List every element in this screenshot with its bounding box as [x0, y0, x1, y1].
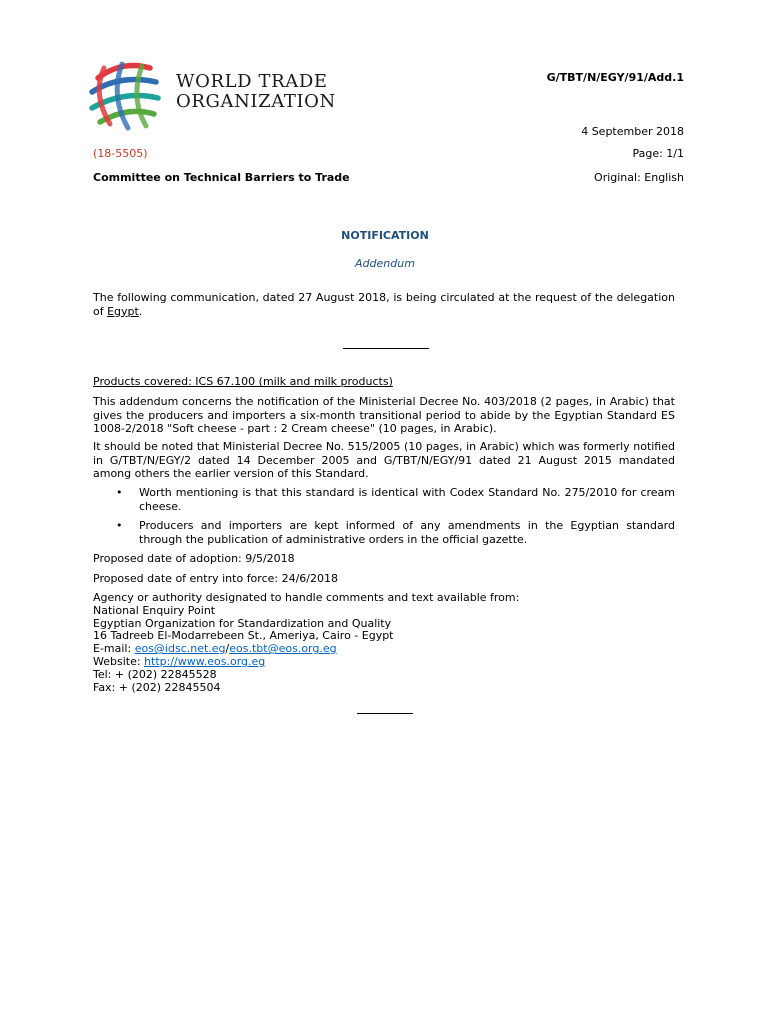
website-link[interactable]: http://www.eos.org.eg: [144, 654, 266, 668]
addendum-subheading: Addendum: [355, 257, 415, 270]
email-label: E-mail:: [93, 642, 135, 656]
original-language: Original: English: [594, 171, 684, 184]
wto-globe-icon: [84, 58, 168, 133]
member-name: Egypt: [107, 304, 139, 318]
agency-name: National Enquiry Point: [93, 603, 216, 617]
end-rule: [357, 713, 413, 714]
intro-end: .: [138, 304, 143, 318]
adoption-date: Proposed date of adoption: 9/5/2018: [93, 552, 295, 565]
page-number: Page: 1/1: [632, 147, 684, 160]
products-covered: Products covered: ICS 67.100 (milk and milk products): [93, 375, 393, 388]
website-label: Website:: [93, 654, 145, 668]
email-link-1[interactable]: eos@idsc.net.eg: [134, 642, 226, 656]
agency-address: 16 Tadreeb El-Modarrebeen St., Ameriya, Cairo - Egypt: [93, 629, 394, 643]
email-link-2[interactable]: eos.tbt@eos.org.eg: [229, 642, 337, 656]
list-item-text: Worth mentioning is that this standard is identical with Codex Standard No. 275/2010 for cream cheese.: [139, 486, 675, 513]
separator-line: [343, 348, 429, 349]
org-name-line1: WORLD TRADE: [176, 71, 328, 92]
agency-fax: Fax: + (202) 22845504: [93, 680, 221, 694]
agency-intro: Agency or authority designated to handle comments and text available from:: [93, 591, 520, 604]
org-name-line2: ORGANIZATION: [176, 91, 336, 112]
body-paragraph-2: It should be noted that Ministerial Decree No. 515/2005 (10 pages, in Arabic) which was formerly notified in G/TBT/N/EGY/2 dated 14 December 2005 and G/TBT/N/EGY/91 dated 21 August 2015 mandated among others the earlier version of this Standard.: [93, 440, 675, 480]
notification-heading: NOTIFICATION: [341, 229, 429, 242]
entry-into-force-date: Proposed date of entry into force: 24/6/2018: [93, 572, 338, 585]
document-date: 4 September 2018: [581, 125, 684, 138]
wto-logo: [84, 58, 344, 133]
committee-name: Committee on Technical Barriers to Trade: [93, 171, 350, 184]
list-item-text: Producers and importers are kept informed of any amendments in the Egyptian standard through the publication of administrative orders in the official gazette.: [139, 519, 675, 546]
bullet-icon: •: [116, 486, 123, 499]
agency-contact-block: [93, 592, 519, 694]
wto-wordmark: [176, 72, 336, 112]
agency-website: [93, 656, 519, 669]
agency-organization: Egyptian Organization for Standardization and Quality: [93, 616, 392, 630]
job-number: (18-5505): [93, 147, 148, 160]
intro-text: The following communication, dated 27 August 2018, is being circulated at the request of the delegation of: [93, 291, 675, 318]
body-paragraph-1: This addendum concerns the notification of the Ministerial Decree No. 403/2018 (2 pages, in Arabic) that gives the producers and importers a six-month transitional period to abide by the Egyptian Standard ES 1008-2/2018 "Soft cheese - part : 2 Cream cheese" (10 pages, in Arabic).: [93, 395, 675, 435]
intro-paragraph: [93, 291, 675, 318]
bullet-icon: •: [116, 519, 123, 532]
agency-tel: Tel: + (202) 22845528: [93, 667, 217, 681]
email-separator: /: [225, 642, 230, 656]
document-symbol: G/TBT/N/EGY/91/Add.1: [546, 71, 684, 84]
